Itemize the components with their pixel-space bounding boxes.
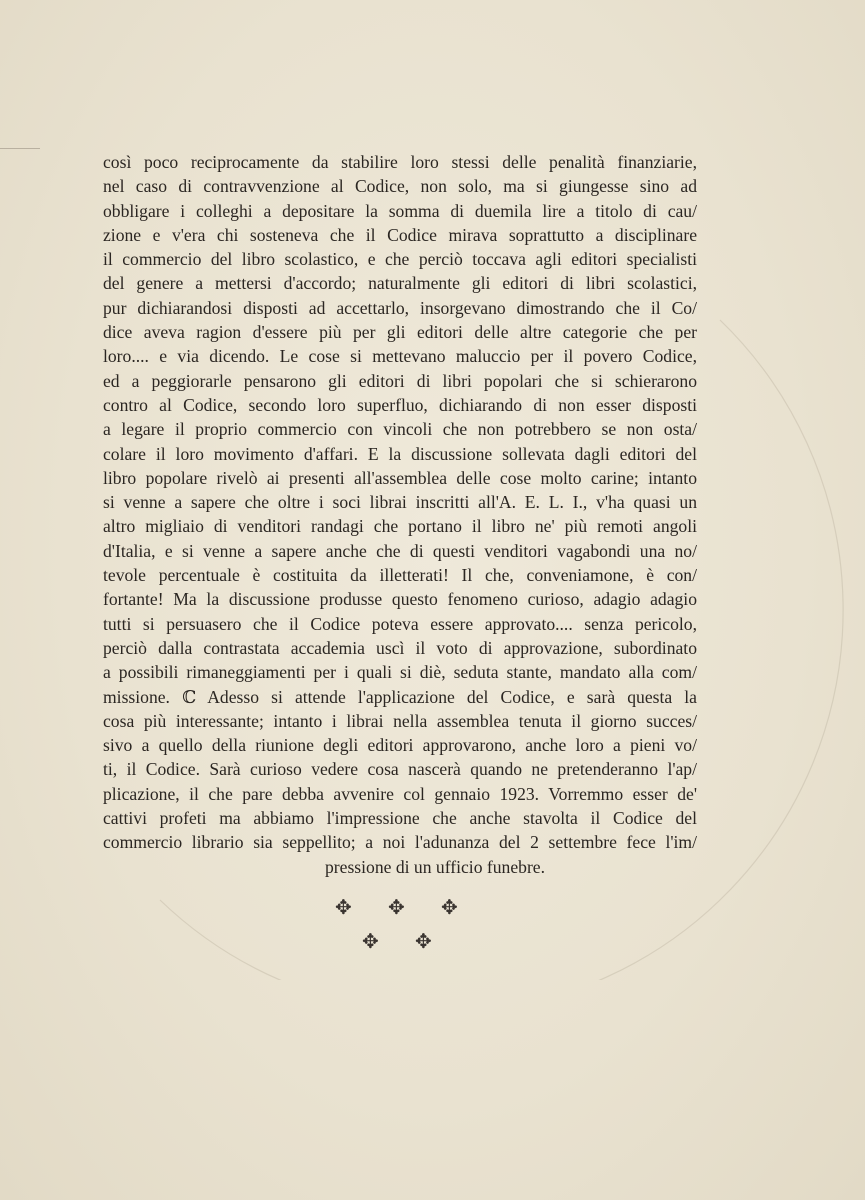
text-line: ed a peggiorarle pensarono gli editori di libri popolari che si schierarono (103, 370, 697, 391)
text-line: dice aveva ragion d'essere più per gli editori delle altre categorie che per (103, 322, 697, 343)
text-line: altro migliaio di venditori randagi che portano il libro ne' più remoti angoli (103, 516, 697, 537)
text-line: ti, il Codice. Sarà curioso vedere cosa nascerà quando ne pretenderanno l'ap/ (103, 759, 697, 780)
text-line: loro.... e via dicendo. Le cose si mettevano maluccio per il povero Codice, (103, 346, 697, 367)
text-line: si venne a sapere che oltre i soci librai inscritti all'A. E. L. I., v'ha quasi un (103, 492, 697, 513)
ornament-group (0, 893, 865, 963)
text-line: a legare il proprio commercio con vincoli che non potrebbero se non osta/ (103, 419, 697, 440)
text-line: a possibili rimaneggiamenti per i quali si diè, seduta stante, mandato alla com/ (103, 662, 697, 683)
text-line: libro popolare rivelò ai presenti all'assemblea delle cose molto carine; intanto (103, 467, 697, 488)
text-line: fortante! Ma la discussione produsse questo fenomeno curioso, adagio adagio (103, 589, 697, 610)
text-line: pressione di un ufficio funebre. (324, 856, 546, 877)
ornament-icon: ✥ (441, 895, 458, 919)
text-line: cattivi profeti ma abbiamo l'impressione che anche stavolta il Codice del (103, 808, 697, 829)
text-line: nel caso di contravvenzione al Codice, non solo, ma si giungesse sino ad (103, 176, 697, 197)
text-line: cosa più interessante; intanto i librai nella assemblea tenuta il giorno succes/ (103, 710, 697, 731)
text-line: contro al Codice, secondo loro superfluo, dichiarando di non esser disposti (103, 394, 697, 415)
ornament-icon: ✥ (335, 895, 352, 919)
text-line: sivo a quello della riunione degli editori approvarono, anche loro a pieni vo/ (103, 735, 697, 756)
text-line: del genere a mettersi d'accordo; naturalmente gli editori di libri scolastici, (103, 273, 697, 294)
edge-mark (0, 148, 40, 149)
ornament-icon: ✥ (388, 895, 405, 919)
text-line: plicazione, il che pare debba avvenire col gennaio 1923. Vorremmo esser de' (103, 783, 697, 804)
body-text (103, 150, 697, 879)
ornament-icon: ✥ (362, 929, 379, 953)
text-line: tevole percentuale è costituita da illetterati! Il che, conveniamone, è con/ (103, 565, 697, 586)
text-line: colare il loro movimento d'affari. E la discussione sollevata dagli editori del (103, 443, 697, 464)
text-line: missione. ℂ Adesso si attende l'applicazione del Codice, e sarà questa la (103, 686, 697, 707)
text-line: così poco reciprocamente da stabilire loro stessi delle penalità finanziarie, (103, 152, 697, 172)
text-line: tutti si persuasero che il Codice poteva essere approvato.... senza pericolo, (103, 613, 697, 634)
text-line: pur dichiarandosi disposti ad accettarlo, insorgevano dimostrando che il Co/ (103, 297, 697, 318)
text-line: perciò dalla contrastata accademia uscì il voto di approvazione, subordinato (103, 637, 697, 658)
text-line: il commercio del libro scolastico, e che perciò toccava agli editori specialisti (103, 249, 697, 270)
text-line: commercio librario sia seppellito; a noi l'adunanza del 2 settembre fece l'im/ (103, 832, 697, 853)
text-line: d'Italia, e si venne a sapere anche che di questi venditori vagabondi una no/ (103, 540, 697, 561)
ornament-icon: ✥ (415, 929, 432, 953)
text-line: obbligare i colleghi a depositare la somma di duemila lire a titolo di cau/ (103, 200, 697, 221)
text-line: zione e v'era chi sosteneva che il Codice mirava soprattutto a disciplinare (103, 224, 697, 245)
